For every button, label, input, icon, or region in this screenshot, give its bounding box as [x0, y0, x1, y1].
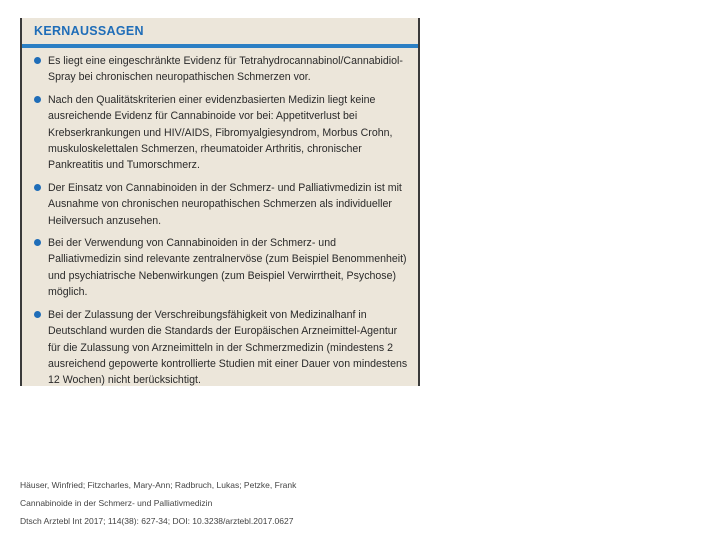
bullet-icon [34, 184, 41, 191]
list-item-text: Bei der Zulassung der Verschreibungsfähigkeit von Medizinalhanf in Deutschland wurden die Standards der Europäischen Arzneimittel-Agentur für die Zulassung von Arzneimitteln in der Schmerzmedizin (mindestens 2 ausreichend gepowerte kontrollierte Studien mit einer Dauer von mindestens 12 Wochen) nicht berücksichtigt. [48, 308, 408, 387]
citation-source: Dtsch Arztebl Int 2017; 114(38): 627-34; DOI: 10.3238/arztebl.2017.0627 [20, 516, 294, 526]
key-statements-list [22, 48, 418, 389]
list-item-text: Nach den Qualitätskriterien einer evidenzbasierten Medizin liegt keine ausreichende Evidenz für Cannabinoide vor bei: Appetitverlust bei Krebserkrankungen und HIV/AIDS, Fibromyalgiesyndrom, Morbus Crohn, muskuloskelettalen Schmerzen, rheumatoider Arthritis, chronischer Pankreatitis und Tumorschmerz. [48, 93, 393, 172]
key-statements-box [20, 18, 420, 386]
list-item-text: Bei der Verwendung von Cannabinoiden in der Schmerz- und Palliativmedizin sind relevante zentralnervöse (zum Beispiel Benommenheit) und psychiatrische Nebenwirkungen (zum Beispiel Verwirrtheit, Psychose) möglich. [48, 237, 407, 299]
list-item [34, 53, 408, 86]
list-item [34, 92, 408, 174]
bullet-icon [34, 96, 41, 103]
box-title: KERNAUSSAGEN [34, 24, 144, 38]
box-header [22, 18, 418, 48]
list-item [34, 307, 408, 389]
citation [20, 476, 296, 530]
bullet-icon [34, 239, 41, 246]
list-item-text: Der Einsatz von Cannabinoiden in der Schmerz- und Palliativmedizin ist mit Ausnahme von chronischen neuropathischen Schmerzen als individueller Heilversuch anzusehen. [48, 181, 402, 227]
citation-authors: Häuser, Winfried; Fitzcharles, Mary-Ann; Radbruch, Lukas; Petzke, Frank [20, 480, 297, 490]
citation-title: Cannabinoide in der Schmerz- und Palliativmedizin [20, 498, 213, 508]
list-item [34, 235, 408, 301]
list-item-text: Es liegt eine eingeschränkte Evidenz für Tetrahydrocannabinol/Cannabidiol-Spray bei chronischen neuropathischen Schmerzen vor. [48, 55, 403, 84]
list-item [34, 180, 408, 229]
bullet-icon [34, 311, 41, 318]
bullet-icon [34, 57, 41, 64]
